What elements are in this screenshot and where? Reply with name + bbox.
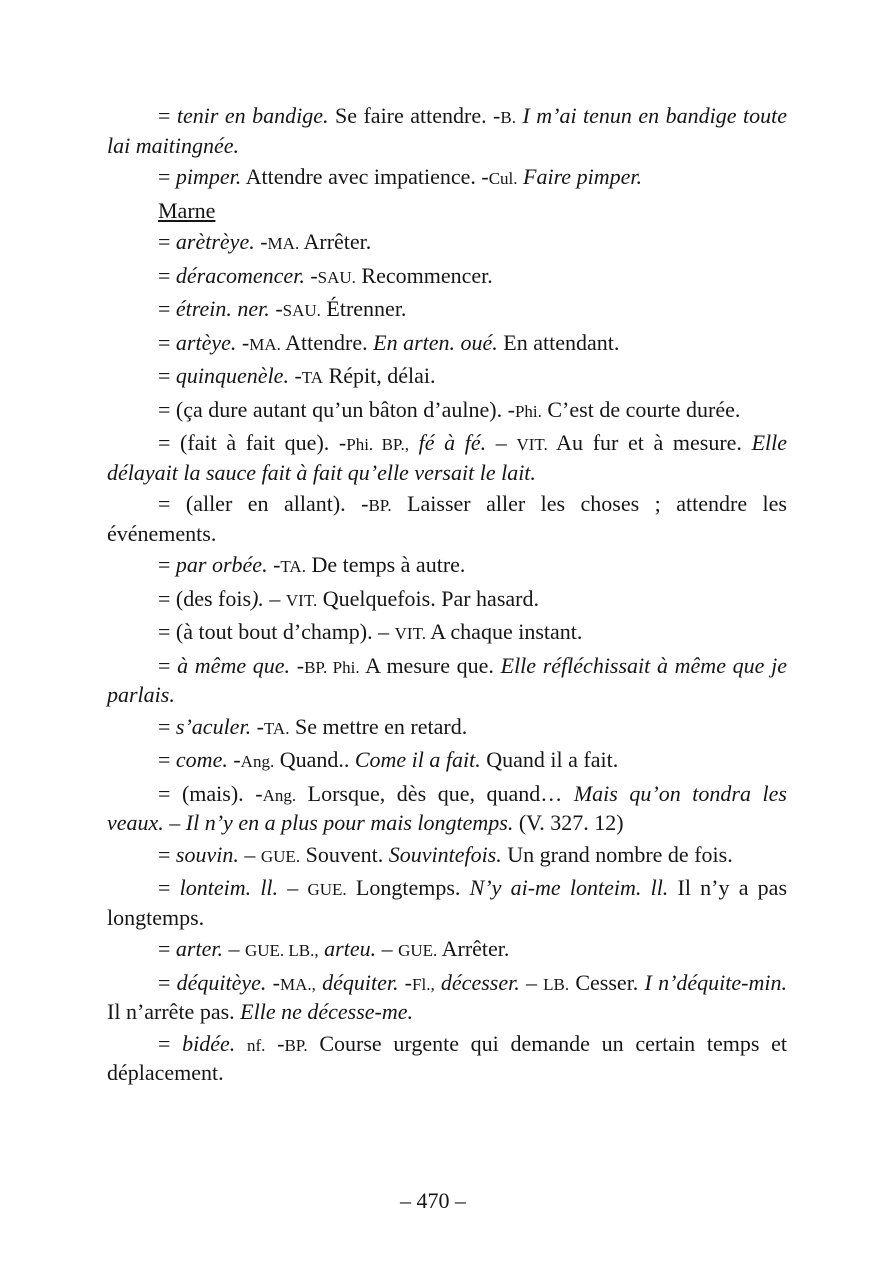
source-abbreviation: Ang. [240, 752, 275, 771]
entry-text: - [288, 363, 302, 388]
example-text: déquitèye. [176, 969, 267, 995]
entry-text: De temps à autre. [305, 552, 466, 577]
entry-text: Recommencer. [355, 262, 493, 288]
example-text: fé à fé. [408, 430, 487, 455]
dictionary-entry [107, 262, 787, 292]
dictionary-entry [107, 163, 787, 193]
entry-text [235, 1031, 247, 1056]
entry-text: = [158, 296, 176, 321]
dictionary-entry [107, 618, 787, 648]
entry-text: - [254, 229, 268, 254]
entry-text: Se mettre en retard. [289, 713, 468, 739]
entry-text: A mesure que. [359, 652, 501, 678]
dictionary-entry [107, 362, 787, 392]
entry-text: = [158, 875, 180, 900]
example-text: s’aculer. [175, 713, 252, 739]
dictionary-entry [107, 490, 787, 547]
page-body [107, 102, 787, 1091]
example-text: I m’ai tenun en bandige toute lai maitingnée. [107, 103, 787, 158]
dictionary-entry [107, 295, 787, 325]
example-text: N’y ai-me lonteim. ll. [469, 875, 669, 900]
source-abbreviation: B. [500, 108, 516, 127]
source-abbreviation: Fl., [412, 974, 435, 994]
example-text: tenir en bandige. [176, 103, 329, 128]
entry-text: Au fur et à mesure. [547, 430, 752, 455]
entry-text: - [251, 713, 264, 739]
dictionary-entry [107, 102, 787, 159]
source-abbreviation: TA. [263, 718, 290, 738]
entry-text: Arrêter. [299, 229, 372, 254]
entry-text: = (à tout bout d’champ). – [158, 619, 395, 644]
entry-text: Quand il a fait. [480, 747, 619, 772]
dictionary-entry [107, 935, 787, 965]
entry-text: - [267, 552, 281, 577]
entry-text: = [158, 329, 176, 355]
entry-text: = [158, 713, 176, 739]
entry-text: Marne [158, 197, 216, 223]
entry-text: = [158, 652, 178, 678]
dictionary-entry [107, 228, 787, 258]
source-abbreviation: VIT. [394, 624, 426, 643]
dictionary-entry [107, 585, 787, 615]
entry-text: = [158, 262, 176, 288]
example-text: Mais qu’on tondra les veaux. – Il n’y en a plus pour mais longtemps. [107, 780, 787, 835]
entry-text: Souvent. [300, 841, 389, 867]
entry-text: = [158, 841, 176, 867]
source-abbreviation: BP. Phi. [304, 657, 360, 677]
entry-text: Quand.. [274, 747, 355, 772]
entry-text: = [158, 164, 176, 189]
source-abbreviation: TA. [280, 557, 306, 576]
entry-text: - [290, 652, 305, 678]
entry-text: Un grand nombre de fois. [501, 841, 733, 867]
source-abbreviation: VIT. [516, 435, 548, 454]
entry-text: Arrêter. [437, 936, 510, 961]
example-text: ). [251, 585, 264, 611]
entry-text: Laisser aller les choses ; attendre les événements. [107, 491, 787, 546]
example-text: par orbée. [175, 552, 268, 577]
entry-text: – [486, 430, 517, 455]
entry-text: – [263, 585, 286, 611]
entry-text: – [278, 875, 308, 900]
entry-text: Lorsque, dès que, quand… [296, 780, 574, 806]
example-text: déracomencer. [175, 262, 305, 288]
entry-text: En attendant. [497, 329, 620, 355]
source-abbreviation: Phi. BP., [346, 435, 409, 454]
entry-text: Il n’arrête pas. [107, 999, 241, 1024]
dictionary-entry [107, 746, 787, 776]
entry-text: - [269, 296, 283, 321]
entry-text: A chaque instant. [425, 619, 583, 644]
entry-text: Longtemps. [346, 875, 470, 900]
entry-text: Quelquefois. Par hasard. [317, 585, 539, 611]
example-text: Come il a fait. [354, 747, 481, 772]
entry-text: – [376, 936, 399, 961]
entry-text: - [236, 329, 250, 355]
source-abbreviation: MA., [279, 974, 316, 994]
example-text: souvin. [175, 841, 239, 867]
entry-text: = (des fois [158, 585, 252, 611]
dictionary-entry [107, 329, 787, 359]
entry-text: = (aller en allant). - [158, 491, 369, 516]
entry-text: Se faire attendre. - [328, 103, 501, 128]
entry-text: - [265, 1030, 285, 1056]
source-abbreviation: BP. [284, 1035, 308, 1055]
source-abbreviation: GUE. [398, 941, 438, 960]
example-text: arètrèye. [175, 229, 255, 254]
entry-text: = (fait à fait que). - [158, 430, 347, 455]
example-text: Faire pimper. [517, 164, 642, 189]
entry-text: - [304, 262, 318, 288]
source-abbreviation: MA. [249, 334, 281, 354]
source-abbreviation: MA. [267, 234, 300, 253]
entry-text: = (ça dure autant qu’un bâton d’aulne). - [158, 396, 515, 422]
source-abbreviation: GUE. [307, 880, 347, 899]
entry-text: = [158, 969, 177, 995]
entry-text: Il n’y a pas longtemps. [107, 875, 788, 930]
source-abbreviation: SAU. [317, 267, 356, 287]
entry-text: – [519, 969, 544, 995]
dictionary-entry [107, 969, 787, 1026]
source-abbreviation: Phi. [514, 401, 542, 421]
example-text: come. [175, 747, 228, 772]
dictionary-entry [107, 780, 787, 837]
example-text: artèye. [175, 329, 237, 355]
entry-text: = [158, 229, 176, 254]
entry-text: = [158, 103, 177, 128]
dictionary-entry [107, 841, 787, 871]
source-abbreviation: TA [301, 368, 324, 387]
entry-text: - [227, 747, 241, 772]
example-text: décesser. [434, 969, 520, 995]
entry-text: Étrenner. [320, 296, 407, 321]
example-text: arter. [175, 936, 223, 961]
entry-text: Cesser. [569, 969, 645, 995]
entry-text: = (mais). - [158, 780, 263, 806]
entry-text: – [222, 936, 245, 961]
entry-text: = [158, 363, 176, 388]
example-text: En arten. oué. [373, 329, 498, 355]
example-text: lonteim. ll. [179, 875, 279, 900]
entry-text: Attendre. [280, 329, 374, 355]
example-text: Elle délayait la sauce fait à fait qu’elle versait le lait. [107, 430, 788, 485]
entry-text: Répit, délai. [323, 363, 436, 388]
example-text: quinquenèle. [175, 363, 289, 388]
dictionary-entry [107, 1030, 787, 1087]
dictionary-entry [107, 429, 787, 486]
entry-text: = [158, 936, 176, 961]
section-heading [107, 197, 787, 225]
dictionary-entry [107, 396, 787, 426]
source-abbreviation: GUE. [260, 846, 301, 866]
example-text: Elle ne décesse-me. [240, 999, 414, 1024]
source-abbreviation: LB. [543, 974, 570, 994]
entry-text: Attendre avec impatience. - [241, 164, 489, 189]
entry-text: – [238, 841, 261, 867]
entry-text: - [398, 969, 413, 995]
source-abbreviation: Ang. [262, 785, 297, 805]
source-abbreviation: BP. [368, 496, 392, 515]
page-number: – 470 – [400, 1188, 466, 1213]
example-text: arteu. [318, 936, 377, 961]
example-text: pimper. [175, 164, 242, 189]
example-text: à même que. [177, 652, 291, 678]
source-abbreviation: VIT. [285, 590, 318, 610]
example-text: I n’déquite-min. [644, 969, 787, 995]
dictionary-entry [107, 652, 787, 709]
example-text: déquiter. [315, 969, 399, 995]
entry-text: (V. 327. 12) [513, 810, 624, 835]
entry-text: C’est de courte durée. [541, 396, 741, 422]
example-text: étrein. ner. [175, 296, 270, 321]
entry-text: - [266, 969, 280, 995]
example-text: Souvintefois. [388, 841, 502, 867]
example-text: Elle réfléchissait à même que je parlais. [107, 652, 787, 707]
entry-text: = [158, 1030, 183, 1056]
dictionary-entry [107, 874, 787, 931]
source-abbreviation: Cul. [488, 169, 518, 188]
source-abbreviation: SAU. [282, 301, 321, 320]
entry-text: = [158, 552, 176, 577]
entry-text: Course urgente qui demande un certain temps et déplacement. [107, 1030, 788, 1085]
dictionary-entry [107, 713, 787, 743]
source-abbreviation: nf. [247, 1035, 266, 1055]
example-text: bidée. [182, 1030, 236, 1056]
source-abbreviation: GUE. LB., [244, 941, 319, 960]
dictionary-entry [107, 551, 787, 581]
entry-text: = [158, 747, 176, 772]
